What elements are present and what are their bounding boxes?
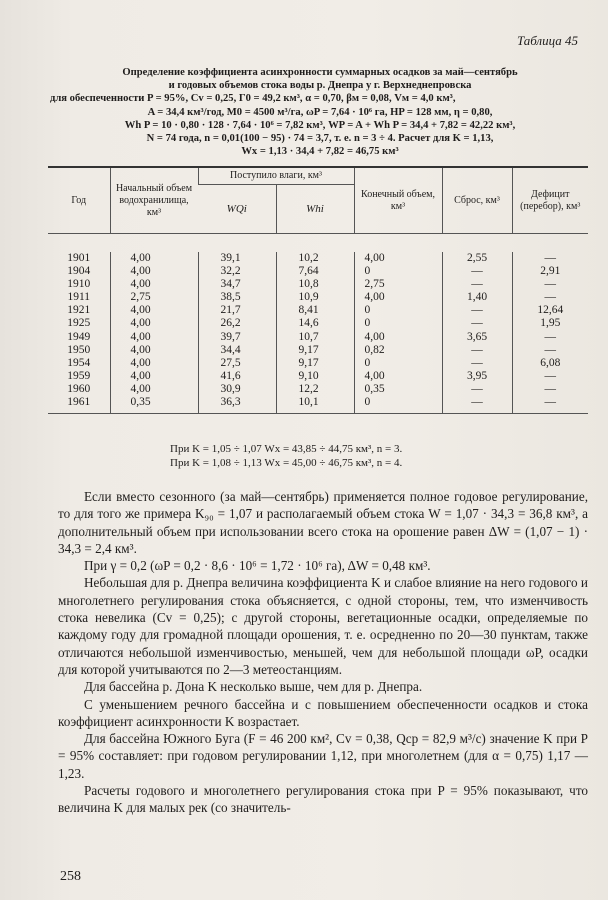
cell-wh: 12,2 bbox=[276, 383, 354, 396]
cell-initial: 4,00 bbox=[110, 304, 198, 317]
cell-deficit: — bbox=[512, 278, 588, 291]
table-label: Таблица 45 bbox=[516, 33, 578, 48]
cell-wq: 21,7 bbox=[198, 304, 276, 317]
caption-line: и годовых объемов стока воды р. Днепра у г. Верхнеднепровска bbox=[168, 80, 472, 92]
cell-year: 1921 bbox=[67, 304, 91, 317]
cell-year: 1901 bbox=[67, 252, 91, 264]
cell-wh: 7,64 bbox=[276, 265, 354, 278]
table-row bbox=[48, 304, 588, 317]
cell-final: 0 bbox=[354, 396, 442, 414]
caption-line: Wh P = 10 · 0,80 · 128 · 7,64 · 10⁶ = 7,82 км³, WP = A + Wh P = 34,4 + 7,82 = 42,22 км³, bbox=[124, 119, 516, 131]
cell-deficit: 2,91 bbox=[512, 265, 588, 278]
cell-wh: 10,8 bbox=[276, 278, 354, 291]
header-final-volume: Конечный объем, км³ bbox=[354, 167, 442, 234]
header-deficit: Дефицит (перебор), км³ bbox=[512, 167, 588, 234]
cell-initial: 2,75 bbox=[110, 291, 198, 304]
cell-wq: 30,9 bbox=[198, 383, 276, 396]
paragraph: При γ = 0,2 (ωP = 0,2 · 8,6 · 10⁶ = 1,72 · 10⁶ га), ΔW = 0,48 км³. bbox=[84, 558, 431, 574]
paragraph: С уменьшением речного бассейна и с повышением обеспеченности осадков и стока коэффициент асинхронности K возрастает. bbox=[58, 696, 588, 729]
caption-line: A = 34,4 км³/год, M0 = 4500 м³/га, ωP = 7,64 · 10⁶ га, HP = 128 мм, η = 0,80, bbox=[147, 106, 493, 118]
cell-wq: 34,4 bbox=[198, 344, 276, 357]
cell-year: 1961 bbox=[48, 396, 110, 414]
cell-initial: 4,00 bbox=[110, 344, 198, 357]
cell-discharge: 2,55 bbox=[442, 252, 512, 265]
cell-deficit: — bbox=[512, 331, 588, 344]
caption-line: Wx = 1,13 · 34,4 + 7,82 = 46,75 км³ bbox=[241, 146, 399, 158]
table-row bbox=[48, 344, 588, 357]
cell-wq: 26,2 bbox=[198, 317, 276, 330]
paragraph: Для бассейна Южного Буга (F = 46 200 км², Cv = 0,38, Qср = 82,9 м³/с) значение K при P = 95% составляет: при годовом регулировании 1,12, при многолетнем (для α = 0,75) 1,17 — 1,23. bbox=[58, 731, 588, 781]
header-year: Год bbox=[48, 167, 110, 234]
table-row bbox=[48, 291, 588, 304]
table-row bbox=[48, 383, 588, 396]
cell-final: 4,00 bbox=[354, 331, 442, 344]
cell-initial: 4,00 bbox=[110, 383, 198, 396]
cell-wq: 41,6 bbox=[198, 370, 276, 383]
cell-discharge: — bbox=[442, 317, 512, 330]
cell-wh: 9,17 bbox=[276, 344, 354, 357]
cell-initial: 4,00 bbox=[110, 357, 198, 370]
cell-wq: 39,7 bbox=[198, 331, 276, 344]
cell-wh: 10,1 bbox=[276, 396, 354, 414]
cell-wh: 9,17 bbox=[276, 357, 354, 370]
header-wh: Whi bbox=[276, 185, 354, 234]
page-number: 258 bbox=[60, 869, 81, 884]
cell-year: 1959 bbox=[67, 369, 91, 382]
cell-discharge: — bbox=[442, 278, 512, 291]
cell-deficit: 12,64 bbox=[512, 304, 588, 317]
table-row bbox=[48, 265, 588, 278]
cell-initial: 4,00 bbox=[110, 370, 198, 383]
caption-line: N = 74 года, n = 0,01(100 − 95) · 74 = 3,7, т. е. n = 3 ÷ 4. Расчет для K = 1,13, bbox=[146, 133, 494, 145]
paragraph: Если вместо сезонного (за май—сентябрь) применяется полное годовое регулирование, то для того же примера K₉₀ = 1,07 и располагаемый объем стока W = 1,07 · 34,3 = 36,8 км³, а дополнительный объем при использовании всего стока на орошение равен ΔW = (1,07 − 1) · 34,3 = 2,4 км³. bbox=[58, 489, 588, 556]
cell-year: 1925 bbox=[67, 317, 91, 330]
cell-wq: 34,7 bbox=[198, 278, 276, 291]
header-inflow: Поступило влаги, км³ bbox=[198, 167, 354, 185]
cell-final: 4,00 bbox=[354, 370, 442, 383]
cell-deficit: 6,08 bbox=[512, 357, 588, 370]
table-row bbox=[48, 370, 588, 383]
cell-wq: 38,5 bbox=[198, 291, 276, 304]
table-note: При K = 1,08 ÷ 1,13 Wx = 45,00 ÷ 46,75 км³, n = 4. bbox=[170, 456, 403, 469]
caption-line: для обеспеченности P = 95%, Cv = 0,25, Г0 = 49,2 км³, α = 0,70, βм = 0,08, Vм = 4,0 км³, bbox=[50, 93, 456, 105]
cell-final: 0 bbox=[354, 265, 442, 278]
cell-discharge: 3,95 bbox=[442, 370, 512, 383]
cell-initial: 4,00 bbox=[110, 331, 198, 344]
header-initial-volume: Начальный объем водохранилища, км³ bbox=[110, 167, 198, 234]
caption-line: Определение коэффициента асинхронности суммарных осадков за май—сентябрь bbox=[122, 67, 518, 78]
cell-wq: 32,2 bbox=[198, 265, 276, 278]
cell-wh: 10,9 bbox=[276, 291, 354, 304]
cell-wh: 10,2 bbox=[276, 252, 354, 265]
table-row bbox=[48, 396, 588, 414]
table-row bbox=[48, 252, 588, 265]
cell-discharge: — bbox=[442, 396, 512, 414]
cell-discharge: — bbox=[442, 357, 512, 370]
table-note: При K = 1,05 ÷ 1,07 Wx = 43,85 ÷ 44,75 км³, n = 3. bbox=[170, 443, 403, 455]
cell-deficit: 1,95 bbox=[512, 317, 588, 330]
cell-final: 0 bbox=[354, 304, 442, 317]
cell-discharge: — bbox=[442, 304, 512, 317]
cell-deficit: — bbox=[512, 370, 588, 383]
cell-initial: 4,00 bbox=[110, 265, 198, 278]
cell-wq: 36,3 bbox=[198, 396, 276, 414]
cell-initial: 4,00 bbox=[110, 278, 198, 291]
cell-discharge: — bbox=[442, 383, 512, 396]
cell-discharge: 3,65 bbox=[442, 331, 512, 344]
table-notes bbox=[170, 443, 402, 470]
cell-discharge: — bbox=[442, 265, 512, 278]
cell-deficit: — bbox=[512, 291, 588, 304]
cell-discharge: 1,40 bbox=[442, 291, 512, 304]
cell-initial: 0,35 bbox=[110, 396, 198, 414]
cell-wq: 27,5 bbox=[198, 357, 276, 370]
cell-final: 4,00 bbox=[354, 291, 442, 304]
header-wq: WQi bbox=[198, 185, 276, 234]
cell-wh: 8,41 bbox=[276, 304, 354, 317]
cell-deficit: — bbox=[512, 252, 588, 265]
table-row bbox=[48, 317, 588, 330]
cell-final: 0 bbox=[354, 357, 442, 370]
cell-year: 1954 bbox=[67, 356, 91, 369]
cell-final: 0 bbox=[354, 317, 442, 330]
cell-final: 0,82 bbox=[354, 344, 442, 357]
cell-discharge: — bbox=[442, 344, 512, 357]
table-row bbox=[48, 331, 588, 344]
cell-year: 1960 bbox=[67, 382, 91, 395]
header-discharge: Сброс, км³ bbox=[442, 167, 512, 234]
paragraph: Для бассейна р. Дона K несколько выше, чем для р. Днепра. bbox=[84, 679, 423, 695]
table-caption bbox=[50, 66, 590, 158]
cell-deficit: — bbox=[512, 383, 588, 396]
body-text bbox=[58, 488, 588, 817]
cell-wh: 14,6 bbox=[276, 317, 354, 330]
cell-year: 1910 bbox=[67, 278, 91, 291]
regulation-table bbox=[48, 166, 588, 414]
cell-wh: 10,7 bbox=[276, 331, 354, 344]
cell-year: 1911 bbox=[67, 291, 91, 304]
cell-final: 2,75 bbox=[354, 278, 442, 291]
cell-initial: 4,00 bbox=[110, 317, 198, 330]
cell-year: 1904 bbox=[67, 265, 91, 278]
cell-year: 1950 bbox=[67, 343, 91, 356]
cell-initial: 4,00 bbox=[110, 252, 198, 265]
cell-deficit: — bbox=[512, 396, 588, 414]
cell-deficit: — bbox=[512, 344, 588, 357]
table-row bbox=[48, 278, 588, 291]
paragraph: Расчеты годового и многолетнего регулирования стока при P = 95% показывают, что величина K для малых рек (со значитель- bbox=[58, 783, 588, 816]
cell-year: 1949 bbox=[67, 330, 91, 343]
cell-final: 0,35 bbox=[354, 383, 442, 396]
table-row bbox=[48, 357, 588, 370]
cell-wh: 9,10 bbox=[276, 370, 354, 383]
cell-wq: 39,1 bbox=[198, 252, 276, 265]
paragraph: Небольшая для р. Днепра величина коэффициента K и слабое влияние на него годового и многолетнего регулирования стока объясняется, с одной стороны, тем, что изменчивость стока невелика (Cv = 0,25); с другой стороны, вегетационные осадки, определяемые по каждому году для громадной площади орошения, т. е. осредненно по 20—30 пунктам, также отличаются небольшой изменчивостью, меньшей, чем для небольшой площади ωP, осадки для которой учитываются по 2—3 метеостанциям. bbox=[58, 575, 588, 677]
cell-final: 4,00 bbox=[354, 252, 442, 265]
